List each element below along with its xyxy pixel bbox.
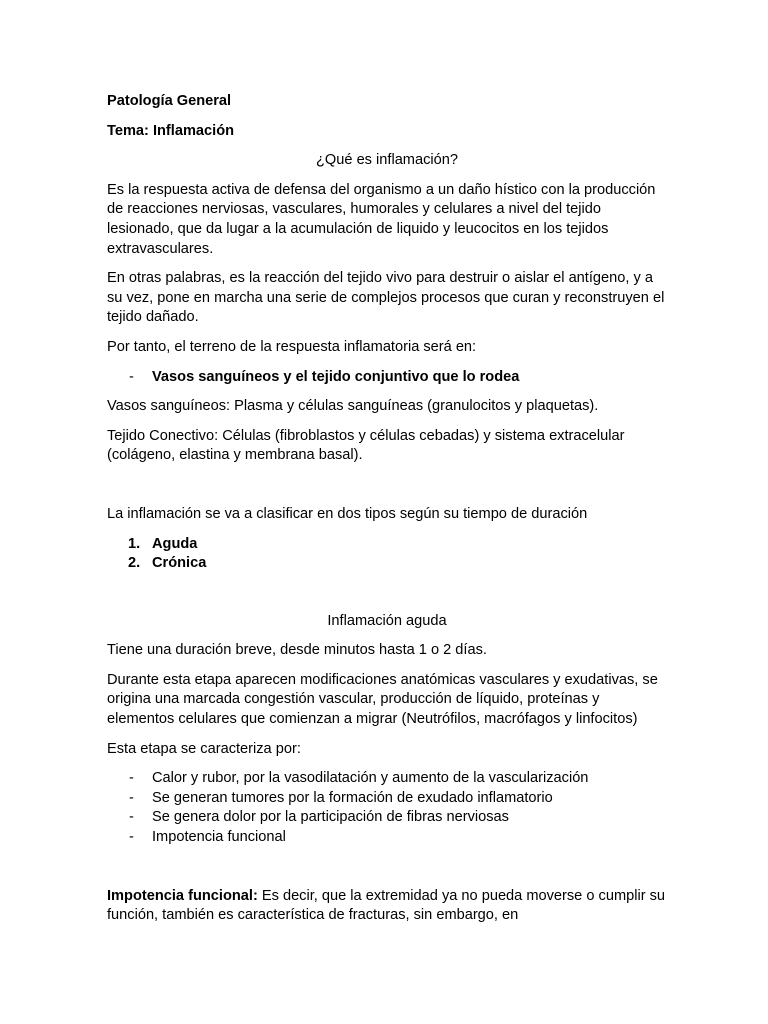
paragraph-functional-impotence	[107, 887, 667, 926]
list-item	[107, 535, 667, 555]
list-item	[107, 368, 667, 388]
list-item-text: Vasos sanguíneos y el tejido conjuntivo que lo rodea	[152, 368, 520, 385]
characteristics-list	[107, 769, 667, 847]
classification-list	[107, 535, 667, 574]
list-item-text: Calor y rubor, por la vasodilatación y aumento de la vascularización	[152, 770, 589, 787]
list-item-text: Impotencia funcional	[152, 829, 286, 846]
section-heading-what-is-inflammation: ¿Qué es inflamación?	[316, 152, 458, 169]
list-marker: 1.	[128, 535, 141, 552]
paragraph-stage-characterized: Esta etapa se caracteriza por:	[107, 740, 301, 757]
paragraph-label: Impotencia funcional:	[107, 887, 258, 904]
list-item	[107, 828, 667, 848]
paragraph-duration: Tiene una duración breve, desde minutos hasta 1 o 2 días.	[107, 642, 487, 659]
paragraph-stage-changes: Durante esta etapa aparecen modificaciones anatómicas vasculares y exudativas, se origina una marcada congestión vascular, producción de líquido, proteínas y elementos celulares que comienzan a migrar (Neutrófilos, macrófagos y linfocitos)	[107, 671, 658, 728]
list-item	[107, 769, 667, 789]
document-topic: Tema: Inflamación	[107, 122, 235, 139]
list-marker: -	[129, 809, 134, 826]
list-marker: -	[129, 368, 134, 385]
list-item	[107, 789, 667, 809]
list-marker: -	[129, 789, 134, 806]
paragraph-other-words: En otras palabras, es la reacción del tejido vivo para destruir o aislar el antígeno, y a su vez, pone en marcha una serie de complejos procesos que curan y reconstruyen el tejido dañado.	[107, 270, 665, 326]
document-page	[107, 92, 667, 926]
document-title: Patología General	[107, 93, 232, 109]
list-marker: -	[129, 770, 134, 787]
paragraph-connective-tissue: Tejido Conectivo: Células (fibroblastos y células cebadas) y sistema extracelular (colágeno, elastina y membrana basal).	[107, 427, 625, 464]
list-marker: -	[129, 829, 134, 846]
paragraph-terrain: Por tanto, el terreno de la respuesta inflamatoria será en:	[107, 338, 477, 355]
list-item-text: Aguda	[152, 535, 198, 552]
list-marker: 2.	[128, 555, 141, 572]
paragraph-text: Es decir, que la extremidad ya no pueda moverse o cumplir su función, también es característica de fracturas, sin embargo, en	[107, 887, 666, 924]
paragraph-blood-vessels: Vasos sanguíneos: Plasma y células sanguíneas (granulocitos y plaquetas).	[107, 398, 599, 415]
list-item-text: Se genera dolor por la participación de fibras nerviosas	[152, 809, 509, 826]
list-item-text: Se generan tumores por la formación de exudado inflamatorio	[152, 789, 553, 806]
list-item	[107, 808, 667, 828]
paragraph-definition: Es la respuesta activa de defensa del organismo a un daño hístico con la producción de reacciones nerviosas, vasculares, humorales y celulares a nivel del tejido lesionado, que da lugar a la acumulación de liquido y leucocitos en los tejidos extravasculares.	[107, 181, 656, 257]
terrain-list	[107, 368, 667, 388]
list-item	[107, 554, 667, 574]
section-heading-acute-inflammation: Inflamación aguda	[327, 612, 447, 629]
paragraph-classification: La inflamación se va a clasificar en dos tipos según su tiempo de duración	[107, 505, 588, 522]
list-item-text: Crónica	[152, 555, 207, 572]
